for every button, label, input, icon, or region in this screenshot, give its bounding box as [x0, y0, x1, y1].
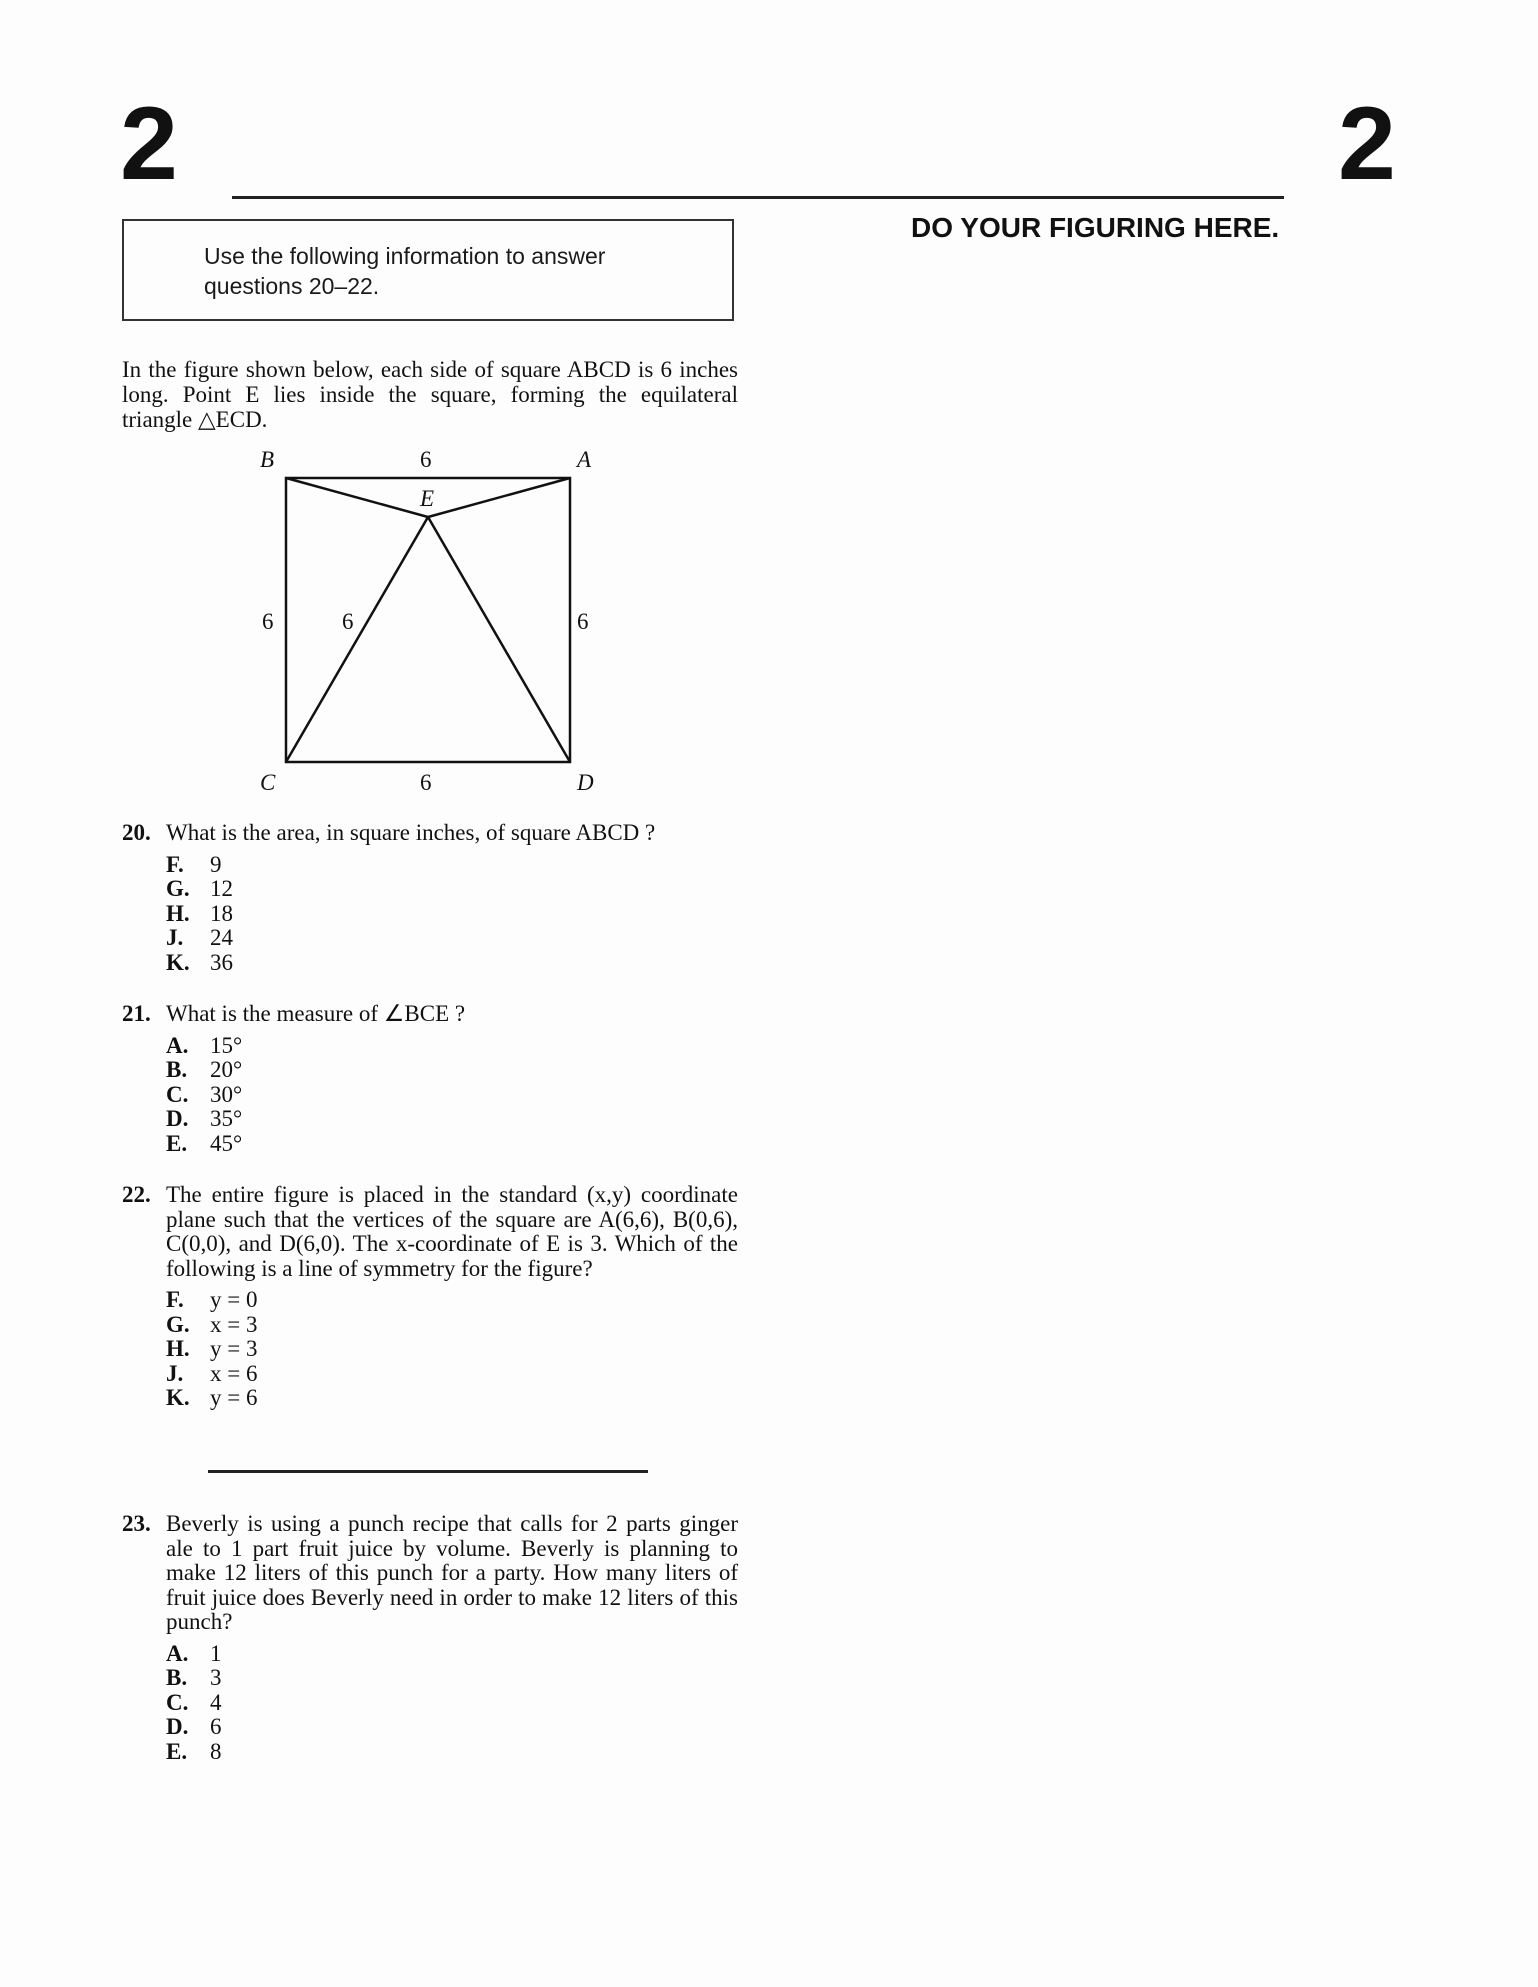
choice-letter: D. — [166, 1714, 189, 1739]
choice-value: x = 6 — [210, 1360, 258, 1386]
choice-value: 30° — [210, 1081, 243, 1107]
choice-letter: A. — [166, 1032, 189, 1058]
side-label-top: 6 — [420, 447, 432, 472]
question-23 — [122, 1512, 738, 1764]
answer-choice[interactable] — [166, 1740, 738, 1765]
choice-letter: D. — [166, 1106, 189, 1131]
segment-de — [428, 517, 570, 762]
question-20 — [122, 821, 738, 975]
answer-choice[interactable] — [166, 1058, 738, 1083]
answer-choice[interactable] — [166, 1132, 738, 1157]
answer-choice[interactable] — [166, 1313, 738, 1338]
choice-value: 18 — [210, 900, 233, 926]
choice-value: 35° — [210, 1106, 243, 1131]
choice-value: 4 — [210, 1689, 222, 1715]
choice-value: y = 6 — [210, 1385, 258, 1410]
question-number: 22. — [122, 1182, 151, 1207]
answer-choices — [166, 1642, 738, 1765]
answer-choice[interactable] — [166, 1666, 738, 1691]
answer-choice[interactable] — [166, 1362, 738, 1387]
side-label-left: 6 — [262, 609, 274, 634]
choice-letter: C. — [166, 1081, 189, 1107]
choice-letter: E. — [166, 1130, 188, 1156]
choice-value: 8 — [210, 1738, 222, 1764]
section-number-right: 2 — [1338, 86, 1396, 202]
question-stem: What is the area, in square inches, of square ABCD ? — [166, 820, 656, 845]
choice-value: 6 — [210, 1714, 222, 1739]
section-number-left: 2 — [120, 86, 178, 202]
side-label-bottom: 6 — [420, 770, 432, 795]
choice-letter: K. — [166, 1385, 190, 1410]
choice-letter: G. — [166, 1311, 190, 1337]
square-diagram — [240, 440, 620, 800]
question-22 — [122, 1183, 738, 1411]
vertex-label-b: B — [260, 447, 275, 472]
choice-letter: B. — [166, 1665, 188, 1690]
answer-choice[interactable] — [166, 902, 738, 927]
choice-letter: F. — [166, 851, 184, 877]
choice-letter: B. — [166, 1057, 188, 1082]
choice-letter: E. — [166, 1738, 188, 1764]
info-box — [122, 219, 734, 321]
question-stem: Beverly is using a punch recipe that calls for 2 parts ginger ale to 1 part fruit juice by volume. Beverly is planning to make 12 liters of this punch for a party. How many liters of fruit juice does Beverly need in order to make 12 liters of this punch? — [166, 1511, 738, 1634]
question-21 — [122, 1002, 738, 1156]
choice-value: 1 — [210, 1640, 222, 1666]
info-box-text: Use the following information to answer questions 20–22. — [204, 243, 606, 299]
answer-choice[interactable] — [166, 1337, 738, 1362]
answer-choice[interactable] — [166, 1083, 738, 1108]
choice-letter: H. — [166, 900, 190, 926]
choice-value: y = 0 — [210, 1287, 258, 1312]
question-number: 21. — [122, 1001, 151, 1026]
question-stem: What is the measure of ∠BCE ? — [166, 1001, 466, 1026]
vertex-label-a: A — [577, 447, 592, 472]
choice-value: x = 3 — [210, 1311, 258, 1337]
choice-value: y = 3 — [210, 1336, 258, 1361]
choice-letter: K. — [166, 949, 190, 975]
choice-letter: C. — [166, 1689, 189, 1715]
segment-ae — [428, 478, 570, 517]
choice-value: 12 — [210, 876, 233, 901]
answer-choice[interactable] — [166, 877, 738, 902]
choice-value: 20° — [210, 1057, 243, 1082]
answer-choice[interactable] — [166, 1386, 738, 1411]
choice-value: 36 — [210, 949, 233, 975]
choice-letter: H. — [166, 1336, 190, 1361]
answer-choice[interactable] — [166, 1642, 738, 1667]
answer-choices — [166, 853, 738, 976]
question-number: 20. — [122, 820, 151, 845]
choice-value: 15° — [210, 1032, 243, 1058]
choice-value: 9 — [210, 851, 222, 877]
segment-ce — [286, 517, 428, 762]
answer-choice[interactable] — [166, 1715, 738, 1740]
answer-choice[interactable] — [166, 926, 738, 951]
segment-be — [286, 478, 428, 517]
question-stem: The entire figure is placed in the standard (x,y) coordinate plane such that the vertices of the square are A(6,6), B(0,6), C(0,0), and D(6,0). The x-coordinate of E is 3. Which of the following is a line of symmetry for the figure? — [166, 1182, 738, 1281]
choice-value: 24 — [210, 925, 233, 950]
vertex-label-c: C — [260, 770, 276, 795]
question-set-divider — [208, 1470, 648, 1473]
choice-letter: G. — [166, 876, 190, 901]
header-rule — [232, 196, 1284, 199]
choice-value: 3 — [210, 1665, 222, 1690]
choice-value: 45° — [210, 1130, 243, 1156]
choice-letter: F. — [166, 1287, 184, 1312]
answer-choice[interactable] — [166, 853, 738, 878]
vertex-label-e: E — [420, 486, 435, 511]
square-abcd — [286, 478, 570, 762]
answer-choice[interactable] — [166, 1691, 738, 1716]
choice-letter: J. — [166, 925, 184, 950]
passage-text: In the figure shown below, each side of square ABCD is 6 inches long. Point E lies inside the square, forming the equilateral triangle △ECD. — [122, 357, 738, 432]
side-label-right: 6 — [577, 609, 589, 634]
vertex-label-d: D — [577, 770, 594, 795]
figuring-heading: DO YOUR FIGURING HERE. — [911, 212, 1280, 243]
answer-choice[interactable] — [166, 1034, 738, 1059]
choice-letter: A. — [166, 1640, 189, 1666]
answer-choices — [166, 1288, 738, 1411]
answer-choice[interactable] — [166, 1288, 738, 1313]
side-label-ce: 6 — [342, 609, 354, 634]
square-figure — [240, 440, 620, 800]
answer-choices — [166, 1034, 738, 1157]
answer-choice[interactable] — [166, 951, 738, 976]
choice-letter: J. — [166, 1360, 184, 1386]
question-number: 23. — [122, 1511, 151, 1536]
answer-choice[interactable] — [166, 1107, 738, 1132]
